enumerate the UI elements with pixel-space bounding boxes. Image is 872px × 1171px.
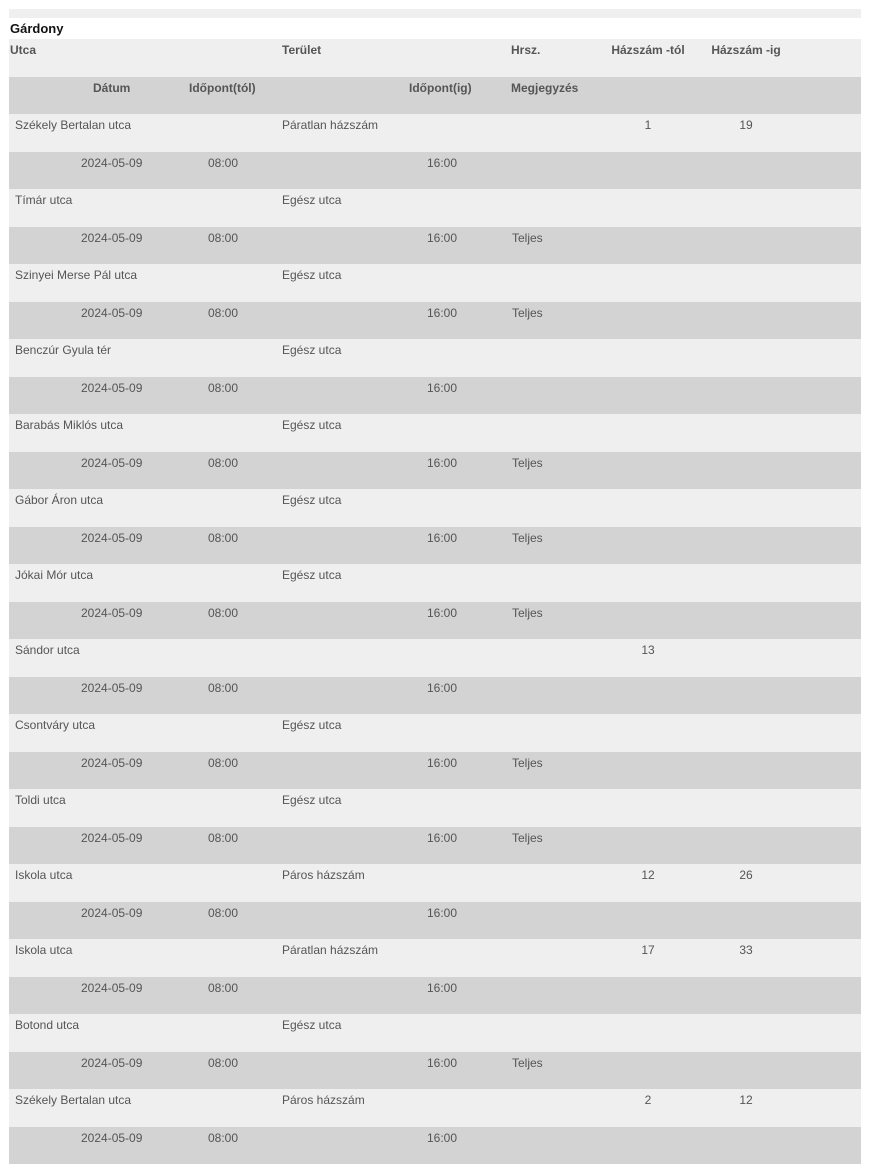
cell-idopont-tol: 08:00	[208, 155, 239, 170]
cell-terulet: Egész utca	[282, 718, 342, 732]
cell-terulet: Páratlan házszám	[282, 118, 379, 132]
table-row-street	[9, 1014, 861, 1052]
cell-idopont-tol: 08:00	[208, 680, 239, 695]
table-row-schedule	[9, 677, 861, 715]
table-body	[9, 114, 861, 1164]
cell-utca: Toldi utca	[15, 793, 66, 807]
cell-idopont-ig: 16:00	[427, 1130, 458, 1145]
cell-datum: 2024-05-09	[81, 305, 143, 320]
cell-terulet: Egész utca	[282, 343, 342, 357]
cell-idopont-ig: 16:00	[427, 605, 458, 620]
cell-idopont-tol: 08:00	[208, 1055, 239, 1070]
table-row-schedule	[9, 527, 861, 565]
table-row-street	[9, 339, 861, 377]
cell-idopont-tol: 08:00	[208, 1130, 239, 1145]
cell-datum: 2024-05-09	[81, 1130, 143, 1145]
cell-utca: Iskola utca	[15, 943, 73, 957]
table-row-schedule	[9, 227, 861, 265]
header-utca: Utca	[10, 43, 37, 57]
cell-datum: 2024-05-09	[81, 455, 143, 470]
table-row-street	[9, 864, 861, 902]
table-row-schedule	[9, 452, 861, 490]
table-row-street	[9, 1089, 861, 1127]
table-row-schedule	[9, 977, 861, 1015]
cell-idopont-ig: 16:00	[427, 305, 458, 320]
cell-megjegyzes: Teljes	[512, 830, 543, 845]
top-divider-bar	[9, 9, 861, 18]
cell-utca: Iskola utca	[15, 868, 73, 882]
cell-terulet: Páratlan házszám	[282, 943, 379, 957]
cell-datum: 2024-05-09	[81, 905, 143, 920]
cell-idopont-tol: 08:00	[208, 980, 239, 995]
cell-idopont-ig: 16:00	[427, 755, 458, 770]
cell-idopont-ig: 16:00	[427, 155, 458, 170]
cell-idopont-tol: 08:00	[208, 455, 239, 470]
cell-datum: 2024-05-09	[81, 755, 143, 770]
header-megjegyzes: Megjegyzés	[511, 80, 579, 95]
cell-datum: 2024-05-09	[81, 230, 143, 245]
table-row-schedule	[9, 377, 861, 415]
table-row-street	[9, 789, 861, 827]
outage-table	[9, 39, 861, 1164]
table-row-street	[9, 714, 861, 752]
cell-idopont-tol: 08:00	[208, 905, 239, 920]
cell-terulet: Egész utca	[282, 793, 342, 807]
cell-utca: Szinyei Merse Pál utca	[15, 268, 138, 282]
cell-terulet: Páros házszám	[282, 1093, 365, 1107]
cell-idopont-ig: 16:00	[427, 905, 458, 920]
page-title: Gárdony	[10, 21, 64, 36]
header-row-primary	[9, 39, 861, 77]
cell-datum: 2024-05-09	[81, 980, 143, 995]
cell-hazszam-ig-value: 33	[739, 943, 753, 957]
cell-terulet: Egész utca	[282, 493, 342, 507]
cell-megjegyzes: Teljes	[512, 455, 543, 470]
cell-idopont-ig: 16:00	[427, 380, 458, 395]
table-row-schedule	[9, 1052, 861, 1090]
cell-idopont-ig: 16:00	[427, 230, 458, 245]
cell-utca: Csontváry utca	[15, 718, 96, 732]
cell-megjegyzes: Teljes	[512, 1055, 543, 1070]
header-hrsz: Hrsz.	[511, 43, 541, 57]
table-row-street	[9, 939, 861, 977]
table-row-street	[9, 414, 861, 452]
header-idopont-tol: Időpont(tól)	[189, 80, 256, 95]
cell-datum: 2024-05-09	[81, 830, 143, 845]
cell-megjegyzes: Teljes	[512, 755, 543, 770]
cell-idopont-ig: 16:00	[427, 680, 458, 695]
header-hazszam-ig-label: Házszám -ig	[711, 43, 781, 57]
cell-utca: Tímár utca	[15, 193, 73, 207]
table-row-schedule	[9, 302, 861, 340]
cell-terulet: Egész utca	[282, 568, 342, 582]
cell-idopont-ig: 16:00	[427, 830, 458, 845]
cell-terulet: Egész utca	[282, 268, 342, 282]
cell-hazszam-ig-value: 19	[739, 118, 753, 132]
cell-datum: 2024-05-09	[81, 530, 143, 545]
cell-utca: Székely Bertalan utca	[15, 118, 132, 132]
table-row-street	[9, 489, 861, 527]
table-row-schedule	[9, 1127, 861, 1165]
cell-terulet: Egész utca	[282, 418, 342, 432]
cell-hazszam-tol-value: 13	[641, 643, 655, 657]
cell-hazszam-tol-value: 2	[644, 1093, 652, 1107]
header-hazszam-tol-label: Házszám -tól	[611, 43, 685, 57]
table-row-street	[9, 189, 861, 227]
cell-hazszam-tol-value: 12	[641, 868, 655, 882]
header-datum: Dátum	[93, 80, 131, 95]
table-row-schedule	[9, 602, 861, 640]
cell-utca: Székely Bertalan utca	[15, 1093, 132, 1107]
cell-idopont-tol: 08:00	[208, 530, 239, 545]
cell-idopont-tol: 08:00	[208, 605, 239, 620]
cell-idopont-tol: 08:00	[208, 230, 239, 245]
table-row-schedule	[9, 902, 861, 940]
cell-megjegyzes: Teljes	[512, 605, 543, 620]
cell-utca: Botond utca	[15, 1018, 80, 1032]
cell-datum: 2024-05-09	[81, 380, 143, 395]
cell-idopont-ig: 16:00	[427, 530, 458, 545]
cell-megjegyzes: Teljes	[512, 530, 543, 545]
cell-idopont-tol: 08:00	[208, 380, 239, 395]
table-row-street	[9, 639, 861, 677]
cell-utca: Jókai Mór utca	[15, 568, 94, 582]
cell-idopont-tol: 08:00	[208, 830, 239, 845]
table-row-street	[9, 114, 861, 152]
cell-megjegyzes: Teljes	[512, 305, 543, 320]
cell-utca: Gábor Áron utca	[15, 493, 104, 507]
cell-datum: 2024-05-09	[81, 1055, 143, 1070]
cell-idopont-tol: 08:00	[208, 755, 239, 770]
cell-datum: 2024-05-09	[81, 680, 143, 695]
table-row-schedule	[9, 152, 861, 190]
cell-terulet: Páros házszám	[282, 868, 365, 882]
table-row-schedule	[9, 827, 861, 865]
cell-datum: 2024-05-09	[81, 155, 143, 170]
cell-utca: Benczúr Gyula tér	[15, 343, 112, 357]
table-row-schedule	[9, 752, 861, 790]
table-row-street	[9, 564, 861, 602]
cell-idopont-tol: 08:00	[208, 305, 239, 320]
cell-terulet: Egész utca	[282, 193, 342, 207]
header-row-secondary	[9, 77, 861, 115]
cell-utca: Barabás Miklós utca	[15, 418, 124, 432]
header-idopont-ig: Időpont(ig)	[409, 80, 472, 95]
cell-hazszam-tol-value: 1	[644, 118, 652, 132]
cell-hazszam-ig-value: 26	[739, 868, 753, 882]
cell-megjegyzes: Teljes	[512, 230, 543, 245]
cell-hazszam-tol-value: 17	[641, 943, 655, 957]
cell-utca: Sándor utca	[15, 643, 80, 657]
cell-datum: 2024-05-09	[81, 605, 143, 620]
table-row-street	[9, 264, 861, 302]
header-terulet: Terület	[282, 43, 322, 57]
cell-idopont-ig: 16:00	[427, 980, 458, 995]
cell-idopont-ig: 16:00	[427, 1055, 458, 1070]
cell-terulet: Egész utca	[282, 1018, 342, 1032]
cell-hazszam-ig-value: 12	[739, 1093, 753, 1107]
cell-idopont-ig: 16:00	[427, 455, 458, 470]
